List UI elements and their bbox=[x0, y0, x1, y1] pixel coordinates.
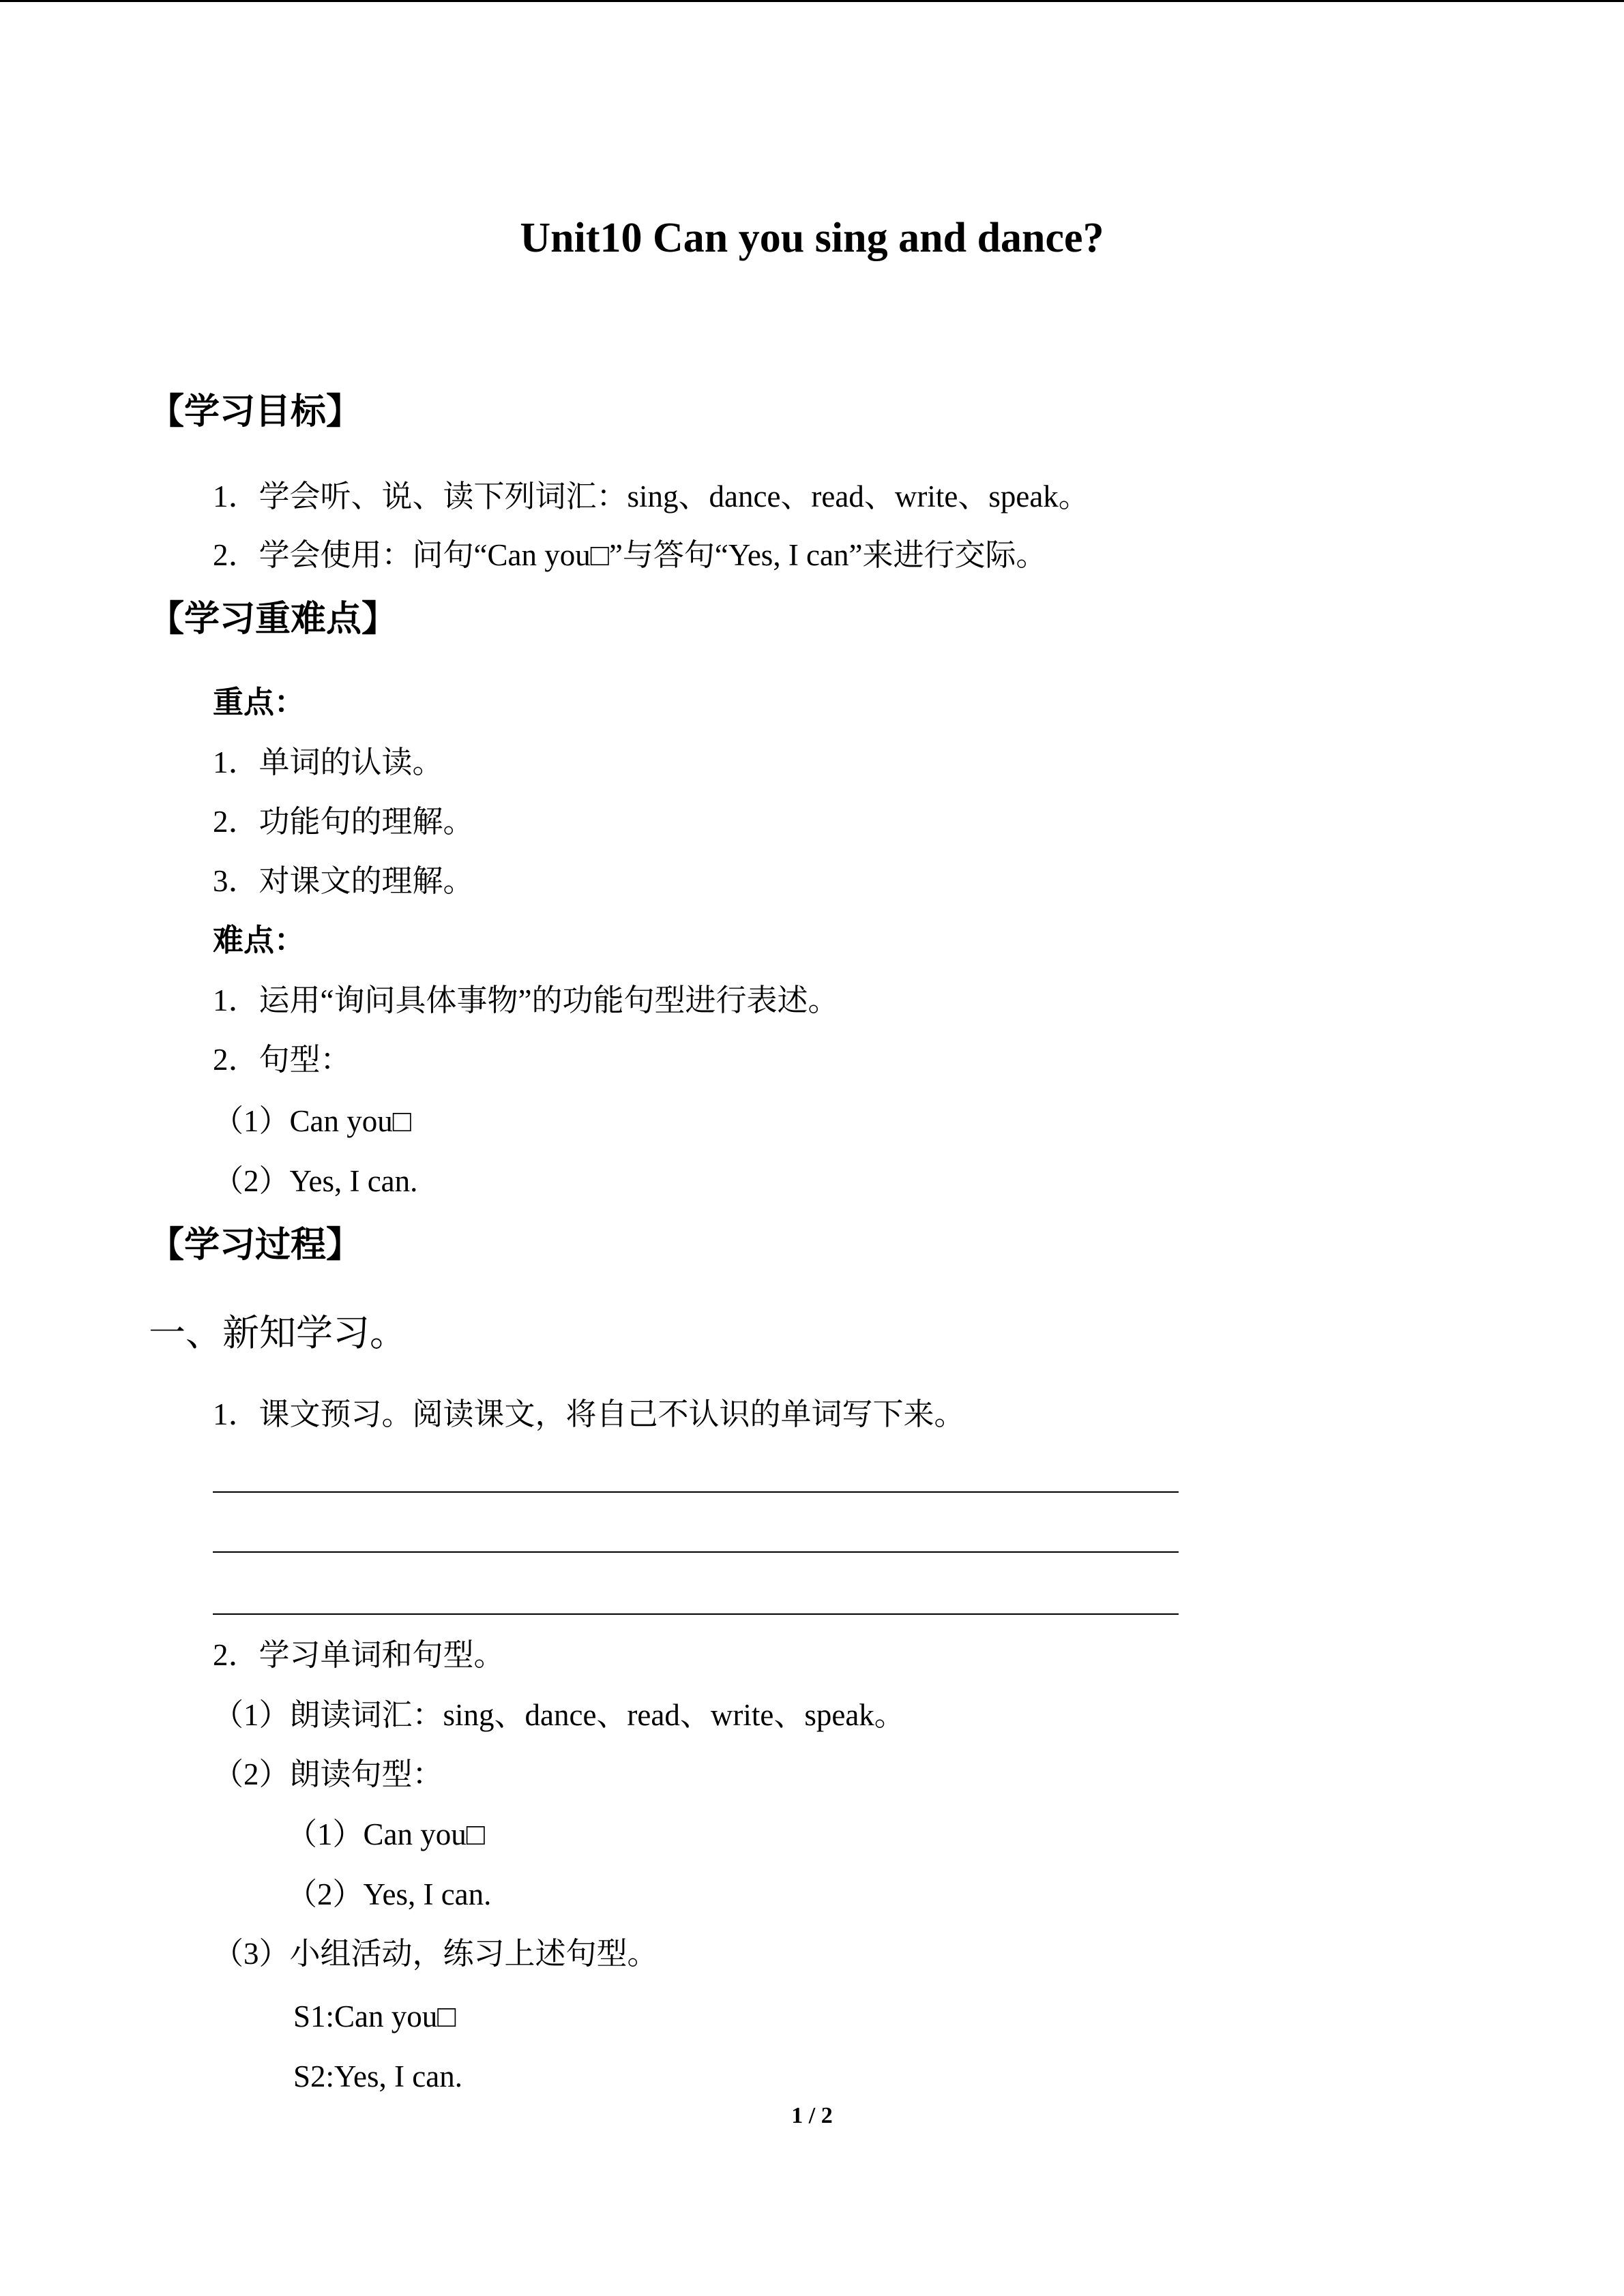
step-2-item-2: （2）朗读句型： bbox=[213, 1757, 443, 1791]
answer-line-2 bbox=[213, 1551, 1179, 1553]
difficult-point-2: 2．句型： bbox=[213, 1043, 351, 1077]
key-point-1: 1．单词的认读。 bbox=[213, 745, 443, 779]
answer-line-1 bbox=[213, 1491, 1179, 1493]
answer-line-3 bbox=[213, 1613, 1179, 1615]
sentence-pattern-1: （1）Can you□ bbox=[213, 1104, 411, 1138]
step-2-learn: 2．学习单词和句型。 bbox=[213, 1638, 505, 1672]
step-2-pattern-2: （2）Yes, I can. bbox=[286, 1877, 492, 1911]
dialogue-s1: S1:Can you□ bbox=[293, 1999, 456, 2033]
goal-item-1: 1．学会听、说、读下列词汇：sing、dance、read、write、speak。 bbox=[213, 479, 1089, 513]
step-2-item-3: （3）小组活动，练习上述句型。 bbox=[213, 1937, 658, 1971]
key-point-3: 3．对课文的理解。 bbox=[213, 864, 474, 898]
dialogue-s2: S2:Yes, I can. bbox=[293, 2059, 462, 2093]
step-2-pattern-1: （1）Can you□ bbox=[286, 1817, 485, 1851]
page-top-border bbox=[0, 0, 1624, 2]
step-2-item-1: （1）朗读词汇：sing、dance、read、write、speak。 bbox=[213, 1698, 905, 1732]
difficult-point-1: 1．运用“询问具体事物”的功能句型进行表述。 bbox=[213, 983, 839, 1017]
goal-item-2: 2．学会使用：问句“Can you□”与答句“Yes, I can”来进行交际。 bbox=[213, 538, 1047, 572]
part-new-knowledge: 一、新知学习。 bbox=[149, 1313, 407, 1354]
heading-learning-process: 【学习过程】 bbox=[149, 1225, 362, 1266]
step-1-preview: 1．课文预习。阅读课文，将自己不认识的单词写下来。 bbox=[213, 1397, 965, 1431]
key-point-2: 2．功能句的理解。 bbox=[213, 805, 474, 839]
page-number: 1 / 2 bbox=[791, 2103, 833, 2128]
key-points-label: 重点： bbox=[213, 685, 306, 719]
sentence-pattern-2: （2）Yes, I can. bbox=[213, 1164, 418, 1198]
document-title: Unit10 Can you sing and dance? bbox=[520, 215, 1104, 261]
heading-learning-goals: 【学习目标】 bbox=[149, 391, 362, 432]
heading-key-difficult-points: 【学习重难点】 bbox=[149, 599, 398, 640]
difficult-points-label: 难点： bbox=[213, 923, 306, 957]
